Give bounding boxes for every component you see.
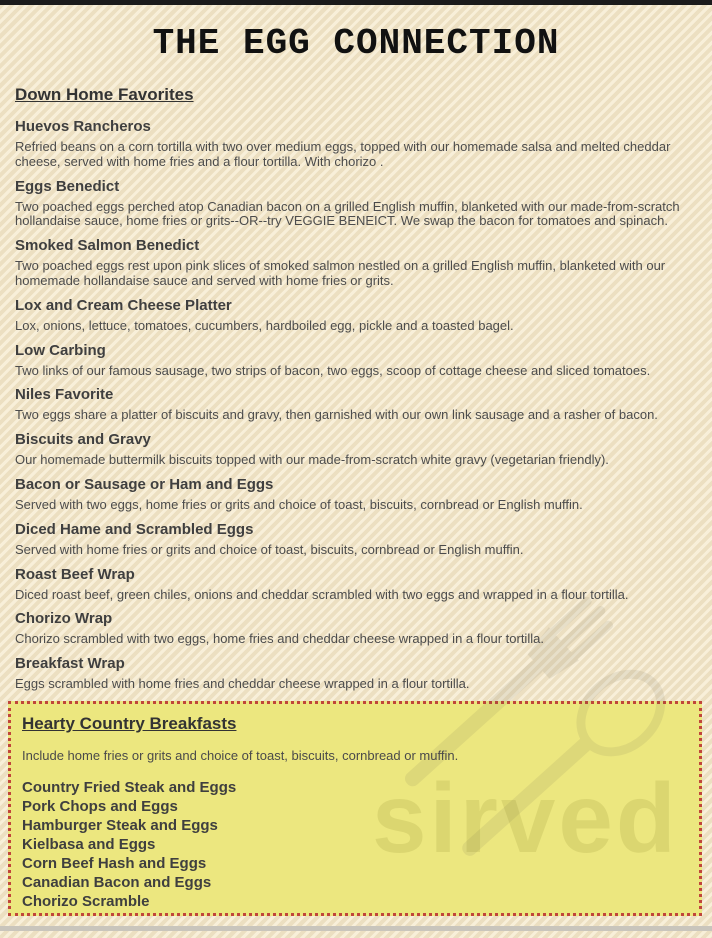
menu-item bbox=[15, 237, 697, 289]
hearty-menu-item: Kielbasa and Eggs bbox=[22, 836, 156, 853]
menu-item-name: Smoked Salmon Benedict bbox=[15, 237, 200, 255]
menu-item-description: Two links of our famous sausage, two strips of bacon, two eggs, scoop of cottage cheese and sliced tomatoes. bbox=[15, 362, 651, 378]
menu-item-name: Diced Hame and Scrambled Eggs bbox=[15, 520, 254, 538]
menu-item bbox=[15, 610, 697, 647]
menu-item-name: Roast Beef Wrap bbox=[15, 565, 135, 583]
menu-items-list bbox=[15, 118, 697, 692]
menu-item-name: Eggs Benedict bbox=[15, 177, 120, 195]
menu-item bbox=[15, 476, 697, 513]
bottom-strip bbox=[0, 926, 712, 931]
menu-item bbox=[15, 386, 697, 423]
menu-item-name: Bacon or Sausage or Ham and Eggs bbox=[15, 475, 274, 493]
menu-item-description: Refried beans on a corn tortilla with two over medium eggs, topped with our homemade salsa and melted cheddar cheese, served with home fries and a flour tortilla. With chorizo . bbox=[15, 139, 671, 169]
menu-item-name: Huevos Rancheros bbox=[15, 118, 151, 135]
hearty-country-section bbox=[8, 701, 702, 916]
menu-item-name: Breakfast Wrap bbox=[15, 655, 125, 673]
menu-item-description: Served with home fries or grits and choice of toast, biscuits, cornbread or English muffin. bbox=[15, 541, 524, 557]
menu-item bbox=[15, 431, 697, 468]
menu-item bbox=[15, 566, 697, 603]
section-heading-hearty: Hearty Country Breakfasts bbox=[22, 714, 237, 733]
menu-item-description: Our homemade buttermilk biscuits topped with our made-from-scratch white gravy (vegetarian friendly). bbox=[15, 452, 609, 468]
menu-item-description: Lox, onions, lettuce, tomatoes, cucumbers, hardboiled egg, pickle and a toasted bagel. bbox=[15, 317, 514, 333]
menu-item-name: Niles Favorite bbox=[15, 386, 114, 404]
hearty-menu-item: Country Fried Steak and Eggs bbox=[22, 779, 237, 796]
top-bar bbox=[0, 0, 712, 5]
menu-item-name: Chorizo Wrap bbox=[15, 610, 113, 628]
hearty-section-note: Include home fries or grits and choice of toast, biscuits, cornbread or muffin. bbox=[22, 748, 459, 763]
down-home-section bbox=[0, 85, 712, 692]
page-title: THE EGG CONNECTION bbox=[152, 23, 560, 64]
menu-item-name: Lox and Cream Cheese Platter bbox=[15, 296, 232, 314]
menu-item-description: Chorizo scrambled with two eggs, home fries and cheddar cheese wrapped in a flour tortilla. bbox=[15, 631, 544, 647]
menu-item bbox=[15, 118, 697, 170]
hearty-menu-item: Pork Chops and Eggs bbox=[22, 798, 178, 815]
menu-item-name: Biscuits and Gravy bbox=[15, 431, 151, 449]
menu-item bbox=[15, 521, 697, 558]
menu-item-description: Two poached eggs rest upon pink slices of smoked salmon nestled on a grilled English muffin, blanketed with our homemade hollandaise sauce and served with home fries or grits. bbox=[15, 258, 666, 288]
menu-item bbox=[15, 178, 697, 230]
menu-item-description: Two eggs share a platter of biscuits and gravy, then garnished with our own link sausage and a rasher of bacon. bbox=[15, 407, 658, 423]
hearty-menu-item: Canadian Bacon and Eggs bbox=[22, 874, 212, 891]
menu-item-description: Two poached eggs perched atop Canadian bacon on a grilled English muffin, blanketed with our made-from-scratch hollandaise sauce, home fries or grits--OR--try VEGGIE BENEICT. We swap the bacon for tomatoes and spinach. bbox=[15, 198, 680, 229]
hearty-menu-item: Hamburger Steak and Eggs bbox=[22, 817, 218, 834]
menu-item bbox=[15, 342, 697, 379]
hearty-menu-item: Chorizo Scramble bbox=[22, 893, 150, 910]
menu-item-description: Served with two eggs, home fries or grits and choice of toast, biscuits, cornbread or English muffin. bbox=[15, 496, 583, 512]
hearty-menu-item: Corn Beef Hash and Eggs bbox=[22, 855, 207, 872]
menu-item bbox=[15, 297, 697, 334]
hearty-items-list bbox=[22, 778, 687, 911]
menu-item-description: Eggs scrambled with home fries and cheddar cheese wrapped in a flour tortilla. bbox=[15, 676, 470, 692]
menu-item-description: Diced roast beef, green chiles, onions and cheddar scrambled with two eggs and wrapped in a flour tortilla. bbox=[15, 586, 629, 602]
menu-item bbox=[15, 655, 697, 692]
menu-item-name: Low Carbing bbox=[15, 341, 106, 359]
section-heading-down-home: Down Home Favorites bbox=[15, 85, 194, 104]
